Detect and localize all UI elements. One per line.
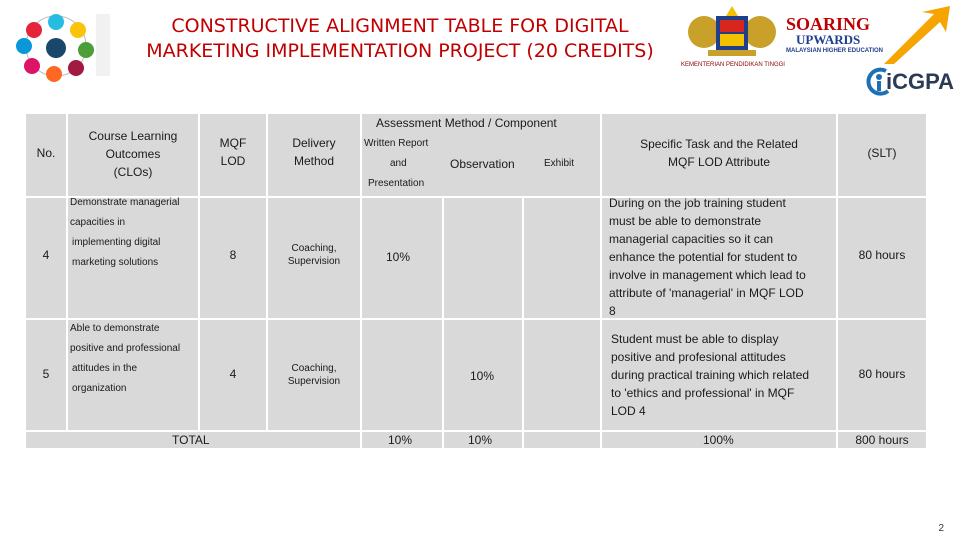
total-exhibit-cell (524, 432, 600, 448)
header-exhibit: Exhibit (544, 158, 575, 169)
total-slt: 800 hours (855, 433, 909, 447)
soaring-text: SOARING (786, 14, 871, 34)
row5-written-cell (362, 320, 442, 430)
row5-delivery (268, 362, 360, 388)
row4-clo-line-4: marketing solutions (72, 257, 159, 268)
row4-task-line: must be able to demonstrate (609, 214, 762, 228)
header-task (602, 135, 836, 171)
ministry-crest-logo (681, 6, 785, 74)
row5-slt: 80 hours (858, 367, 906, 381)
header-observation: Observation (450, 157, 515, 171)
row5-delivery-line-2: Supervision (287, 376, 341, 387)
row4-mqf: 8 (229, 248, 237, 262)
row5-clo-line-3: attitudes in the (72, 363, 138, 374)
header-assessment: Assessment Method / Component (376, 116, 557, 130)
page-title (130, 14, 670, 64)
ministry-name-text: KEMENTERIAN PENDIDIKAN TINGGI (681, 62, 785, 68)
header-delivery-line-2: Method (293, 154, 335, 168)
row5-observation: 10% (470, 369, 495, 383)
header-written-report-line-3: Presentation (368, 178, 425, 189)
row5-mqf: 4 (229, 367, 237, 381)
title-line-1: CONSTRUCTIVE ALIGNMENT TABLE FOR DIGITAL (171, 15, 629, 37)
header-slt: (SLT) (867, 146, 897, 160)
sdg-wheel-logo (4, 8, 114, 82)
row4-written: 10% (386, 250, 411, 264)
row4-exhibit-cell (524, 198, 600, 318)
total-written: 10% (388, 433, 413, 447)
row4-task-line: During on the job training student (609, 196, 786, 210)
row4-task-line: involve in management which lead to (609, 268, 806, 282)
header-task-line-2: MQF LOD Attribute (667, 155, 771, 169)
row5-delivery-line-1: Coaching, (291, 363, 337, 374)
row5-no: 5 (42, 367, 50, 381)
row4-task-line: enhance the potential for student to (609, 250, 798, 264)
malaysian-higher-education-text: MALAYSIAN HIGHER EDUCATION (786, 48, 884, 54)
upwards-text: UPWARDS (796, 32, 861, 47)
row5-clo-line-1: Able to demonstrate (70, 323, 160, 334)
header-clo (68, 127, 198, 181)
header-clo-line-2: Outcomes (105, 147, 161, 161)
row4-delivery-line-1: Coaching, (291, 243, 337, 254)
row5-clo-line-2: positive and professional (70, 343, 181, 354)
page-number: 2 (938, 523, 944, 534)
title-line-2: MARKETING IMPLEMENTATION PROJECT (20 CREDITS) (146, 40, 654, 62)
row4-task-line: attribute of 'managerial' in MQF LOD (609, 286, 804, 300)
row5-task-line: positive and profesional attitudes (611, 350, 786, 364)
row4-clo-line-1: Demonstrate managerial (70, 197, 180, 208)
header-written-report-line-2: and (390, 158, 407, 169)
icgpa-logo (864, 64, 958, 100)
header-mqf-line-1: MQF (219, 136, 247, 150)
header-delivery-line-1: Delivery (292, 136, 336, 150)
crest-icon (682, 6, 782, 60)
row4-task (609, 194, 835, 320)
header-written-report-line-1: Written Report (364, 138, 429, 149)
total-task: 100% (703, 433, 734, 447)
row4-clo-line-2: capacities in (70, 217, 126, 228)
row4-clo-line-3: implementing digital (72, 237, 161, 248)
row4-delivery-line-2: Supervision (287, 256, 341, 267)
row4-task-line: 8 (609, 304, 616, 318)
header-no: No. (36, 146, 56, 160)
row5-clo-cell (68, 320, 198, 430)
header-clo-line-1: Course Learning (88, 129, 178, 143)
row5-task-line: during practical training which related (611, 368, 810, 382)
header-delivery-method (268, 134, 360, 170)
row4-task-line: managerial capacities so it can (609, 232, 774, 246)
row5-task (611, 330, 835, 420)
total-label: TOTAL (172, 433, 210, 447)
soaring-upwards-logo (784, 6, 954, 66)
row4-observation-cell (444, 198, 522, 318)
row5-task-line: LOD 4 (611, 404, 646, 418)
row4-delivery (268, 242, 360, 268)
header-task-line-1: Specific Task and the Related (640, 137, 798, 151)
row5-exhibit-cell (524, 320, 600, 430)
header-clo-line-3: (CLOs) (113, 165, 153, 179)
row4-no: 4 (42, 248, 50, 262)
icgpa-text: iCGPA (886, 69, 955, 94)
header-mqf-lod (200, 134, 266, 170)
row5-task-line: to 'ethics and professional' in MQF (611, 386, 795, 400)
row5-clo-line-4: organization (72, 383, 127, 394)
row4-slt: 80 hours (858, 248, 906, 262)
row5-task-line: Student must be able to display (611, 332, 779, 346)
header-mqf-line-2: LOD (220, 154, 246, 168)
total-observation: 10% (468, 433, 493, 447)
